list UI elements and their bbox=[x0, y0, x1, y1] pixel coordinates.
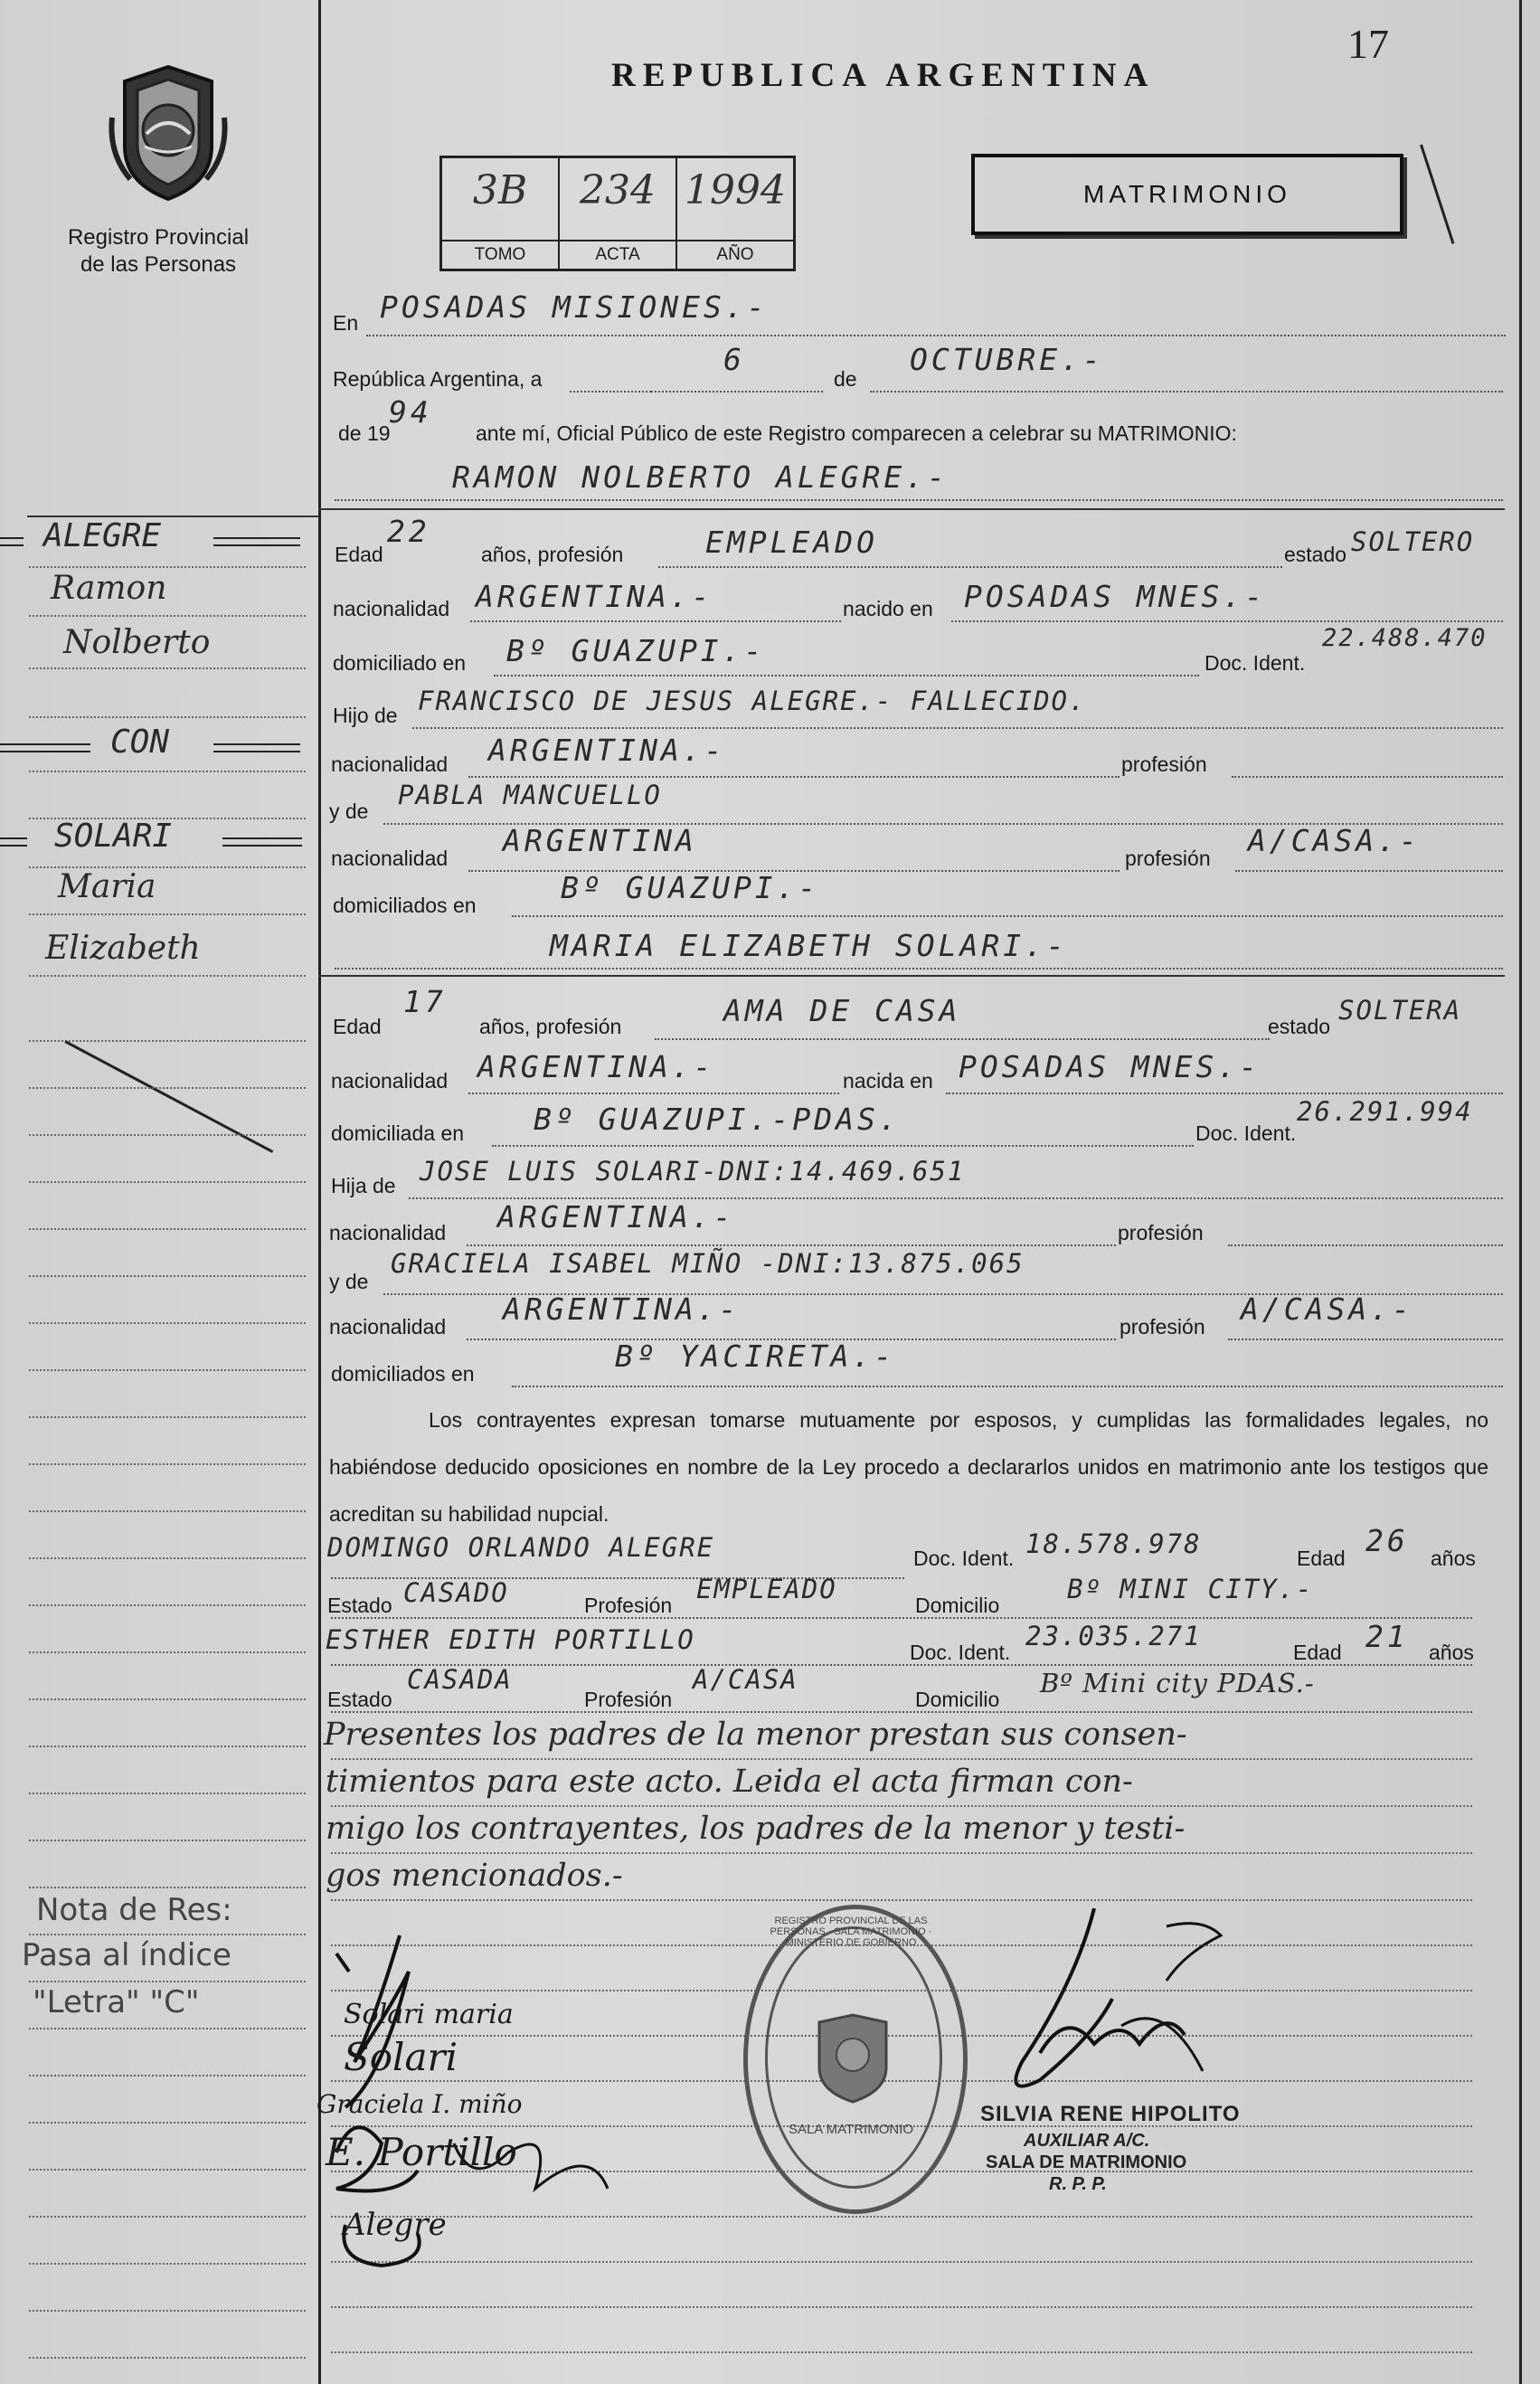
bride-nac3-label: nacionalidad bbox=[329, 1315, 447, 1339]
margin-line bbox=[29, 1181, 306, 1183]
bride-father-prof-line bbox=[1228, 1244, 1503, 1246]
bride-hija-label: Hija de bbox=[331, 1174, 396, 1197]
witness1-age: 26 bbox=[1365, 1523, 1409, 1558]
official-role: AUXILIAR A/C. bbox=[1024, 2131, 1150, 2151]
margin-line bbox=[29, 1793, 306, 1794]
appear-statement: ante mí, Oficial Público de este Registro comparecen a celebrar su MATRIMONIO: bbox=[476, 421, 1237, 445]
groom-anos-label: años, profesión bbox=[481, 543, 624, 566]
bride-father-nat-line bbox=[467, 1244, 1116, 1246]
bride-edad-label: Edad bbox=[333, 1015, 382, 1038]
bride-doc: 26.291.994 bbox=[1297, 1096, 1473, 1127]
note-rule-3 bbox=[331, 1852, 1472, 1854]
signature-mother: Graciela I. miño bbox=[317, 2089, 523, 2119]
bride-doms-label: domiciliados en bbox=[331, 1362, 475, 1386]
margin-line bbox=[29, 2216, 306, 2218]
groom-parents-address-line bbox=[512, 915, 1503, 917]
en-label: En bbox=[333, 311, 359, 335]
witness2-doc: 23.035.271 bbox=[1025, 1621, 1202, 1651]
groom-hijo-label: Hijo de bbox=[333, 704, 398, 727]
bride-mother-prof-line bbox=[1228, 1339, 1503, 1340]
page-number: 17 bbox=[1347, 21, 1389, 67]
bride-prof2-label: profesión bbox=[1120, 1315, 1205, 1339]
groom-parents-address: Bº GUAZUPI.- bbox=[561, 870, 820, 905]
margin-first-name-bride: Maria bbox=[58, 868, 156, 905]
groom-age: 22 bbox=[387, 514, 430, 549]
anio-label: AÑO bbox=[677, 240, 793, 269]
groom-nationality: ARGENTINA.- bbox=[476, 579, 713, 614]
bride-address-line bbox=[492, 1145, 1194, 1147]
witness2-status: CASADA bbox=[407, 1664, 513, 1695]
witness2-anos-label: años bbox=[1429, 1641, 1474, 1664]
groom-nacido-label: nacido en bbox=[843, 597, 933, 620]
record-type-box: MATRIMONIO bbox=[971, 154, 1403, 235]
signature-bride: Solari maria bbox=[344, 1999, 514, 2030]
rule bbox=[331, 2306, 1472, 2308]
groom-mother: PABLA MANCUELLO bbox=[398, 780, 662, 810]
groom-dom-label: domiciliado en bbox=[333, 651, 467, 675]
bride-profession: AMA DE CASA bbox=[723, 993, 961, 1028]
acta-label: ACTA bbox=[560, 240, 676, 269]
groom-nac2-label: nacionalidad bbox=[331, 752, 449, 776]
place-line bbox=[366, 335, 1506, 336]
margin-line bbox=[29, 1416, 306, 1418]
margin-line bbox=[29, 2357, 306, 2359]
margin-conjunction: CON bbox=[110, 724, 170, 761]
groom-profession: EMPLEADO bbox=[705, 525, 878, 560]
margin-line bbox=[29, 566, 306, 568]
groom-father-line bbox=[412, 727, 1503, 729]
witness1-doc: 18.578.978 bbox=[1025, 1528, 1202, 1559]
bride-nacida-label: nacida en bbox=[843, 1069, 933, 1093]
note-line-4: gos mencionados.- bbox=[326, 1858, 623, 1894]
acta-cell bbox=[560, 158, 677, 269]
official-signature bbox=[986, 1908, 1257, 2116]
groom-doms-label: domiciliados en bbox=[333, 894, 477, 917]
margin-line bbox=[29, 2263, 306, 2265]
margin-line bbox=[29, 2310, 306, 2312]
witness2-dom-label: Domicilio bbox=[915, 1688, 1000, 1711]
registry-line-2: de las Personas bbox=[80, 252, 237, 277]
margin-surname-groom: ALEGRE bbox=[43, 517, 162, 554]
groom-mother-prof: A/CASA.- bbox=[1248, 823, 1421, 858]
country-title: REPUBLICA ARGENTINA bbox=[611, 57, 1156, 94]
witness1-estado-label: Estado bbox=[327, 1594, 392, 1617]
groom-estado-label: estado bbox=[1284, 543, 1347, 566]
margin-note-3: "Letra" "C" bbox=[33, 1984, 200, 2020]
margin-line bbox=[29, 913, 306, 915]
margin-line bbox=[29, 2075, 306, 2077]
witness2-prof-label: Profesión bbox=[584, 1688, 673, 1711]
bride-mother-nat: ARGENTINA.- bbox=[503, 1291, 741, 1327]
bride-yde-label: y de bbox=[329, 1270, 369, 1293]
margin-line bbox=[29, 1651, 306, 1653]
witness2-edad-label: Edad bbox=[1293, 1641, 1342, 1664]
witness2-age: 21 bbox=[1365, 1619, 1409, 1654]
month-value: OCTUBRE.- bbox=[910, 342, 1104, 377]
groom-doc: 22.488.470 bbox=[1322, 624, 1488, 652]
groom-father-prof-line bbox=[1232, 776, 1503, 778]
groom-address: Bº GUAZUPI.- bbox=[506, 633, 766, 668]
groom-birth-line bbox=[951, 620, 1503, 622]
bride-prof-line bbox=[655, 1038, 1270, 1040]
bride-status: SOLTERA bbox=[1338, 995, 1462, 1026]
acta-value: 234 bbox=[580, 167, 656, 213]
bride-birthplace: POSADAS MNES.- bbox=[959, 1049, 1261, 1084]
year-value: 94 bbox=[389, 394, 432, 430]
seal-center-text: SALA MATRIMONIO bbox=[788, 2122, 914, 2137]
seal-emblem-icon bbox=[814, 2013, 892, 2104]
provincial-logo-icon bbox=[107, 63, 230, 204]
margin-line bbox=[29, 615, 306, 617]
margin-line bbox=[29, 1510, 306, 1512]
record-number-box bbox=[439, 156, 796, 271]
margin-note-2: Pasa al índice bbox=[22, 1937, 231, 1973]
margin-line bbox=[29, 1887, 306, 1888]
bride-father: JOSE LUIS SOLARI-DNI:14.469.651 bbox=[420, 1156, 966, 1187]
groom-name-line bbox=[335, 499, 1503, 501]
margin-second-name-bride: Elizabeth bbox=[45, 930, 201, 967]
note-line-3: migo los contrayentes, los padres de la menor y testi- bbox=[326, 1811, 1186, 1847]
margin-line bbox=[29, 2028, 306, 2029]
margin-line bbox=[29, 2122, 306, 2124]
margin-line bbox=[29, 1604, 306, 1606]
witness1-info-line bbox=[331, 1617, 1472, 1619]
margin-second-name-groom: Nolberto bbox=[63, 624, 211, 661]
witness1-prof-label: Profesión bbox=[584, 1594, 673, 1617]
republic-label: República Argentina, a bbox=[333, 367, 543, 391]
witness2-address: Bº Mini city PDAS.- bbox=[1040, 1668, 1315, 1698]
groom-father-nat: ARGENTINA.- bbox=[488, 733, 726, 768]
witness1-status: CASADO bbox=[403, 1577, 509, 1608]
margin-equals bbox=[213, 743, 300, 752]
place-value: POSADAS MISIONES.- bbox=[380, 289, 769, 325]
note-line-2: timientos para este acto. Leida el acta firman con- bbox=[326, 1764, 1133, 1800]
margin-line bbox=[29, 1134, 306, 1136]
official-office: SALA DE MATRIMONIO bbox=[986, 2152, 1187, 2172]
bride-name: MARIA ELIZABETH SOLARI.- bbox=[550, 928, 1068, 963]
note-rule-4 bbox=[331, 1899, 1472, 1901]
official-name: SILVIA RENE HIPOLITO bbox=[980, 2102, 1241, 2126]
groom-father: FRANCISCO DE JESUS ALEGRE.- FALLECIDO. bbox=[418, 686, 1087, 716]
groom-name: RAMON NOLBERTO ALEGRE.- bbox=[452, 459, 949, 495]
day-value: 6 bbox=[723, 342, 745, 377]
bride-parents-address-line bbox=[512, 1386, 1503, 1387]
bride-age: 17 bbox=[403, 984, 447, 1019]
bride-address: Bº GUAZUPI.-PDAS. bbox=[534, 1102, 901, 1137]
rule bbox=[331, 2351, 1472, 2353]
groom-nac-label: nacionalidad bbox=[333, 597, 450, 620]
tomo-cell bbox=[442, 158, 560, 269]
bride-doc-label: Doc. Ident. bbox=[1195, 1121, 1297, 1145]
signature-witness: E. Portillo bbox=[326, 2130, 517, 2174]
bride-nac-label: nacionalidad bbox=[331, 1069, 449, 1093]
groom-yde-label: y de bbox=[329, 799, 369, 823]
bride-anos-label: años, profesión bbox=[479, 1015, 622, 1038]
margin-line bbox=[29, 1087, 306, 1089]
groom-nac3-label: nacionalidad bbox=[331, 847, 449, 870]
groom-nat-line bbox=[470, 620, 841, 622]
margin-line bbox=[29, 1228, 306, 1230]
margin-line bbox=[29, 975, 306, 977]
margin-equals bbox=[0, 743, 90, 752]
bride-nat-line bbox=[468, 1093, 839, 1094]
margin-line bbox=[29, 1463, 306, 1465]
margin-surname-bride: SOLARI bbox=[54, 818, 173, 855]
bride-nac2-label: nacionalidad bbox=[329, 1221, 447, 1244]
margin-line bbox=[29, 1322, 306, 1324]
groom-birthplace: POSADAS MNES.- bbox=[964, 579, 1267, 614]
bride-prof-label: profesión bbox=[1118, 1221, 1204, 1244]
bride-nationality: ARGENTINA.- bbox=[477, 1049, 715, 1084]
bride-dom-label: domiciliada en bbox=[331, 1121, 465, 1145]
groom-address-line bbox=[494, 675, 1199, 676]
anio-cell bbox=[677, 158, 793, 269]
bride-parents-address: Bº YACIRETA.- bbox=[615, 1339, 896, 1374]
day-line-2 bbox=[651, 391, 823, 393]
groom-prof-line bbox=[658, 566, 1282, 568]
margin-line bbox=[29, 1840, 306, 1841]
seal-ring-text: REGISTRO PROVINCIAL DE LAS PERSONAS · SALA MATRIMONIO · MINISTERIO DE GOBIERNO bbox=[770, 1916, 932, 1948]
official-registry: R. P. P. bbox=[1049, 2174, 1107, 2194]
bride-birth-line bbox=[946, 1093, 1503, 1094]
tomo-label: TOMO bbox=[442, 240, 558, 269]
groom-doc-label: Doc. Ident. bbox=[1205, 651, 1306, 675]
bride-mother-prof: A/CASA.- bbox=[1241, 1291, 1413, 1327]
day-line bbox=[570, 391, 651, 393]
note-rule-1 bbox=[331, 1758, 1472, 1760]
margin-line bbox=[29, 1557, 306, 1559]
bride-name-line bbox=[335, 968, 1503, 970]
witness1-dom-label: Domicilio bbox=[915, 1594, 1000, 1617]
witness2-name: ESTHER EDITH PORTILLO bbox=[326, 1624, 695, 1655]
margin-equals bbox=[0, 537, 24, 546]
witness2-doc-label: Doc. Ident. bbox=[910, 1641, 1011, 1664]
registry-line-1: Registro Provincial bbox=[67, 225, 250, 250]
witness1-name: DOMINGO ORLANDO ALEGRE bbox=[327, 1532, 715, 1563]
tomo-value: 3B bbox=[472, 167, 528, 213]
margin-equals bbox=[222, 837, 302, 847]
margin-equals bbox=[0, 837, 27, 847]
margin-cancel-stroke bbox=[64, 1040, 273, 1153]
groom-mother-nat: ARGENTINA bbox=[503, 823, 697, 858]
margin-first-name-groom: Ramon bbox=[51, 570, 167, 607]
margin-note-1: Nota de Res: bbox=[36, 1892, 232, 1928]
bride-father-nat: ARGENTINA.- bbox=[497, 1199, 735, 1235]
de19-label: de 19 bbox=[338, 421, 391, 445]
witness1-doc-label: Doc. Ident. bbox=[913, 1547, 1015, 1570]
margin-line bbox=[29, 1745, 306, 1747]
margin-line bbox=[29, 2169, 306, 2171]
witness1-anos-label: años bbox=[1431, 1547, 1476, 1570]
margin-line bbox=[29, 1275, 306, 1277]
witness1-edad-label: Edad bbox=[1297, 1547, 1346, 1570]
de-label: de bbox=[834, 367, 857, 391]
legal-declaration: Los contrayentes expresan tomarse mutuamente por esposos, y cumplidas las formalidades legales, no habiéndose deducido oposiciones en nombre de la Ley procedo a declararlos unidos en matrimonio ante los testigos que acreditan su habilidad nupcial. bbox=[329, 1408, 1488, 1526]
groom-status: SOLTERO bbox=[1351, 526, 1475, 557]
right-border bbox=[1519, 0, 1522, 2384]
margin-line bbox=[29, 1369, 306, 1371]
bride-mother: GRACIELA ISABEL MIÑO -DNI:13.875.065 bbox=[391, 1248, 1025, 1279]
anio-value: 1994 bbox=[685, 167, 786, 213]
witness1-profession: EMPLEADO bbox=[696, 1574, 837, 1604]
margin-line bbox=[29, 716, 306, 718]
witness2-profession: A/CASA bbox=[693, 1664, 798, 1695]
groom-edad-label: Edad bbox=[335, 543, 383, 566]
witness2-info-line bbox=[331, 1711, 1472, 1713]
month-line bbox=[870, 391, 1503, 393]
witness2-estado-label: Estado bbox=[327, 1688, 392, 1711]
groom-prof-label: profesión bbox=[1121, 752, 1207, 776]
signature-groom: Alegre bbox=[344, 2207, 447, 2243]
margin-line bbox=[29, 1698, 306, 1700]
margin-line bbox=[29, 771, 306, 772]
note-line-1: Presentes los padres de la menor prestan sus consen- bbox=[324, 1717, 1187, 1753]
witness1-address: Bº MINI CITY.- bbox=[1067, 1574, 1314, 1604]
margin-line bbox=[29, 667, 306, 669]
groom-prof2-label: profesión bbox=[1125, 847, 1211, 870]
bride-header-rule bbox=[318, 975, 1505, 977]
groom-father-nat-line bbox=[468, 776, 1120, 778]
margin-line bbox=[29, 1040, 306, 1042]
signature-father: Solari bbox=[344, 2035, 458, 2079]
registry-name bbox=[54, 224, 262, 279]
bride-estado-label: estado bbox=[1268, 1015, 1331, 1038]
groom-header-rule bbox=[318, 508, 1505, 510]
margin-equals bbox=[213, 537, 300, 546]
note-rule-2 bbox=[331, 1805, 1472, 1807]
groom-mother-prof-line bbox=[1235, 870, 1503, 872]
pen-stroke bbox=[1420, 145, 1454, 244]
